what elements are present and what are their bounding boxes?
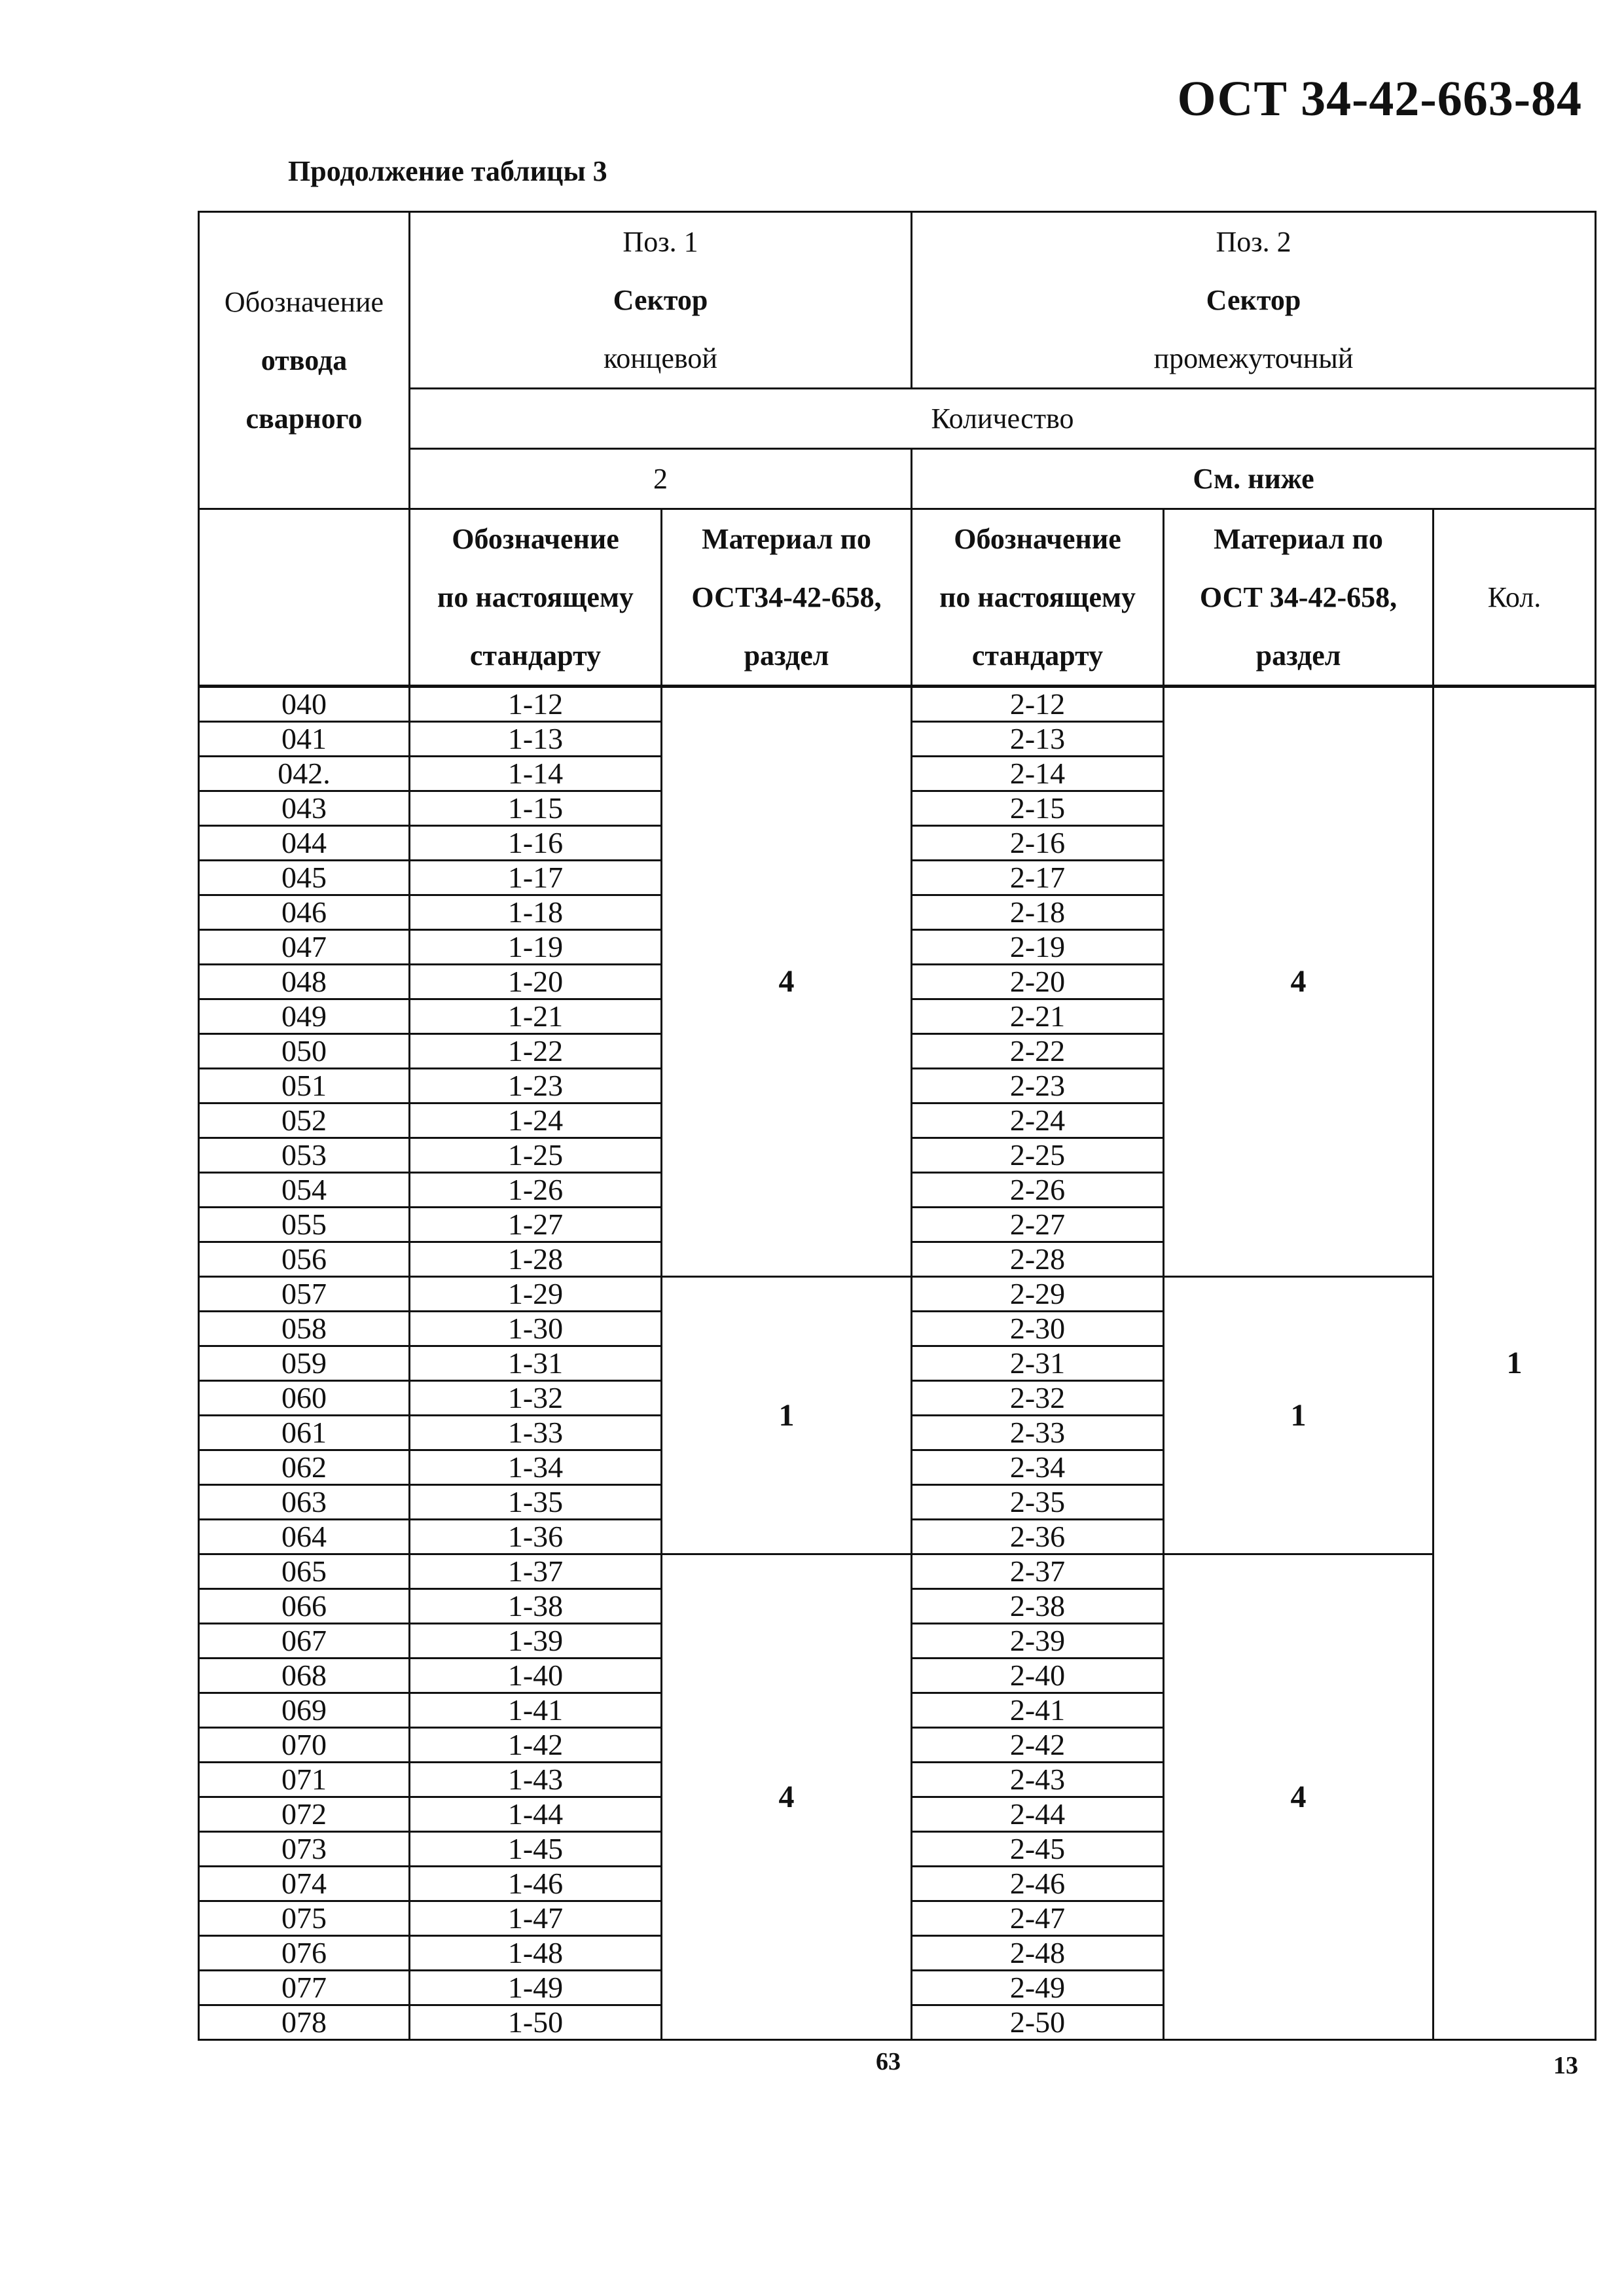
pos1-material-cell: 4 bbox=[662, 1554, 912, 2040]
bend-designation-cell: 068 bbox=[199, 1659, 410, 1693]
pos2-designation-cell: 2-27 bbox=[912, 1208, 1164, 1242]
bend-designation-cell: 060 bbox=[199, 1381, 410, 1416]
pos2-designation-cell: 2-30 bbox=[912, 1312, 1164, 1346]
pos2-designation-cell: 2-36 bbox=[912, 1520, 1164, 1554]
pos1-designation-cell: 1-22 bbox=[410, 1034, 662, 1069]
bend-designation-cell: 070 bbox=[199, 1728, 410, 1763]
header-designation-bend-line-3: сварного bbox=[245, 403, 363, 435]
header-kol: Кол. bbox=[1434, 509, 1596, 687]
page-number-right: 13 bbox=[1553, 2052, 1578, 2079]
header-pos-2-quantity: См. ниже bbox=[912, 449, 1596, 509]
header-designation-bend-line-1: Обозначение bbox=[224, 286, 384, 318]
bend-designation-cell: 044 bbox=[199, 826, 410, 861]
pos1-designation-cell: 1-27 bbox=[410, 1208, 662, 1242]
bend-designation-cell: 045 bbox=[199, 861, 410, 895]
pos2-designation-cell: 2-23 bbox=[912, 1069, 1164, 1103]
bend-designation-cell: 048 bbox=[199, 965, 410, 999]
pos1-designation-cell: 1-37 bbox=[410, 1554, 662, 1589]
header-pos-2 bbox=[912, 212, 1596, 389]
header-quantity: Количество bbox=[410, 389, 1596, 449]
pos2-designation-cell: 2-47 bbox=[912, 1901, 1164, 1936]
bend-designation-cell: 052 bbox=[199, 1103, 410, 1138]
header-designation-1-line-3: стандарту bbox=[469, 639, 602, 672]
bend-designation-cell: 064 bbox=[199, 1520, 410, 1554]
pos2-designation-cell: 2-14 bbox=[912, 757, 1164, 791]
pos1-designation-cell: 1-15 bbox=[410, 791, 662, 826]
header-material-1-line-1: Материал по bbox=[702, 523, 871, 555]
pos2-designation-cell: 2-19 bbox=[912, 930, 1164, 965]
pos2-designation-cell: 2-15 bbox=[912, 791, 1164, 826]
pos2-designation-cell: 2-26 bbox=[912, 1173, 1164, 1208]
pos2-designation-cell: 2-38 bbox=[912, 1589, 1164, 1624]
pos2-designation-cell: 2-29 bbox=[912, 1277, 1164, 1312]
pos1-designation-cell: 1-18 bbox=[410, 895, 662, 930]
header-pos-1-line-3: концевой bbox=[604, 342, 717, 374]
header-pos-1 bbox=[410, 212, 912, 389]
pos1-designation-cell: 1-16 bbox=[410, 826, 662, 861]
bend-designation-cell: 051 bbox=[199, 1069, 410, 1103]
pos2-designation-cell: 2-35 bbox=[912, 1485, 1164, 1520]
header-designation-bend bbox=[199, 212, 410, 509]
pos2-material-cell: 4 bbox=[1164, 1554, 1434, 2040]
pos2-designation-cell: 2-33 bbox=[912, 1416, 1164, 1450]
table-row bbox=[199, 1277, 1596, 1312]
pos2-designation-cell: 2-17 bbox=[912, 861, 1164, 895]
pos1-designation-cell: 1-43 bbox=[410, 1763, 662, 1797]
bend-designation-cell: 059 bbox=[199, 1346, 410, 1381]
pos2-designation-cell: 2-39 bbox=[912, 1624, 1164, 1659]
bend-designation-cell: 055 bbox=[199, 1208, 410, 1242]
header-material-1 bbox=[662, 509, 912, 687]
header-material-2-line-1: Материал по bbox=[1214, 523, 1383, 555]
bend-designation-cell: 076 bbox=[199, 1936, 410, 1971]
pos2-designation-cell: 2-41 bbox=[912, 1693, 1164, 1728]
pos2-designation-cell: 2-46 bbox=[912, 1867, 1164, 1901]
header-designation-2 bbox=[912, 509, 1164, 687]
bend-designation-cell: 072 bbox=[199, 1797, 410, 1832]
pos2-designation-cell: 2-25 bbox=[912, 1138, 1164, 1173]
bend-designation-cell: 042. bbox=[199, 757, 410, 791]
pos1-material-cell: 4 bbox=[662, 687, 912, 1277]
pos2-designation-cell: 2-13 bbox=[912, 722, 1164, 757]
pos1-designation-cell: 1-12 bbox=[410, 687, 662, 722]
pos1-designation-cell: 1-30 bbox=[410, 1312, 662, 1346]
pos1-designation-cell: 1-20 bbox=[410, 965, 662, 999]
pos1-designation-cell: 1-38 bbox=[410, 1589, 662, 1624]
header-material-2-line-2: ОСТ 34-42-658, bbox=[1199, 581, 1398, 613]
bend-designation-cell: 058 bbox=[199, 1312, 410, 1346]
pos1-designation-cell: 1-50 bbox=[410, 2005, 662, 2040]
bend-designation-cell: 075 bbox=[199, 1901, 410, 1936]
pos2-designation-cell: 2-34 bbox=[912, 1450, 1164, 1485]
header-designation-1-line-2: по настоящему bbox=[437, 581, 634, 613]
pos2-designation-cell: 2-24 bbox=[912, 1103, 1164, 1138]
pos2-designation-cell: 2-22 bbox=[912, 1034, 1164, 1069]
pos1-designation-cell: 1-32 bbox=[410, 1381, 662, 1416]
bend-designation-cell: 057 bbox=[199, 1277, 410, 1312]
pos1-designation-cell: 1-33 bbox=[410, 1416, 662, 1450]
header-designation-2-line-3: стандарту bbox=[971, 639, 1104, 672]
pos2-designation-cell: 2-44 bbox=[912, 1797, 1164, 1832]
pos2-material-cell: 4 bbox=[1164, 687, 1434, 1277]
table-row bbox=[199, 687, 1596, 722]
pos1-designation-cell: 1-46 bbox=[410, 1867, 662, 1901]
pos2-designation-cell: 2-50 bbox=[912, 2005, 1164, 2040]
pos2-designation-cell: 2-18 bbox=[912, 895, 1164, 930]
bend-designation-cell: 049 bbox=[199, 999, 410, 1034]
table-row bbox=[199, 1554, 1596, 1589]
specification-table bbox=[198, 211, 1597, 2041]
pos1-designation-cell: 1-44 bbox=[410, 1797, 662, 1832]
pos1-designation-cell: 1-45 bbox=[410, 1832, 662, 1867]
header-pos-1-line-2: Сектор bbox=[613, 284, 708, 316]
pos2-designation-cell: 2-45 bbox=[912, 1832, 1164, 1867]
bend-designation-cell: 063 bbox=[199, 1485, 410, 1520]
header-spacer bbox=[199, 509, 410, 687]
header-designation-2-line-1: Обозначение bbox=[954, 523, 1121, 555]
table-caption: Продолжение таблицы 3 bbox=[288, 155, 607, 187]
pos2-designation-cell: 2-16 bbox=[912, 826, 1164, 861]
pos1-designation-cell: 1-21 bbox=[410, 999, 662, 1034]
pos1-designation-cell: 1-14 bbox=[410, 757, 662, 791]
bend-designation-cell: 041 bbox=[199, 722, 410, 757]
pos2-designation-cell: 2-37 bbox=[912, 1554, 1164, 1589]
bend-designation-cell: 043 bbox=[199, 791, 410, 826]
pos1-designation-cell: 1-29 bbox=[410, 1277, 662, 1312]
bend-designation-cell: 061 bbox=[199, 1416, 410, 1450]
pos2-designation-cell: 2-49 bbox=[912, 1971, 1164, 2005]
pos1-designation-cell: 1-49 bbox=[410, 1971, 662, 2005]
pos2-designation-cell: 2-31 bbox=[912, 1346, 1164, 1381]
bend-designation-cell: 069 bbox=[199, 1693, 410, 1728]
pos2-material-cell: 1 bbox=[1164, 1277, 1434, 1554]
pos2-designation-cell: 2-21 bbox=[912, 999, 1164, 1034]
bend-designation-cell: 074 bbox=[199, 1867, 410, 1901]
pos2-designation-cell: 2-32 bbox=[912, 1381, 1164, 1416]
header-pos-1-line-1: Поз. 1 bbox=[623, 226, 698, 258]
bend-designation-cell: 066 bbox=[199, 1589, 410, 1624]
bend-designation-cell: 078 bbox=[199, 2005, 410, 2040]
bend-designation-cell: 056 bbox=[199, 1242, 410, 1277]
pos1-designation-cell: 1-39 bbox=[410, 1624, 662, 1659]
pos1-designation-cell: 1-31 bbox=[410, 1346, 662, 1381]
bend-designation-cell: 040 bbox=[199, 687, 410, 722]
bend-designation-cell: 073 bbox=[199, 1832, 410, 1867]
pos2-designation-cell: 2-12 bbox=[912, 687, 1164, 722]
header-pos-2-line-2: Сектор bbox=[1206, 284, 1301, 316]
kol-cell: 1 bbox=[1434, 687, 1596, 2040]
bend-designation-cell: 046 bbox=[199, 895, 410, 930]
pos1-designation-cell: 1-24 bbox=[410, 1103, 662, 1138]
header-pos-2-line-3: промежуточный bbox=[1153, 342, 1354, 374]
bend-designation-cell: 047 bbox=[199, 930, 410, 965]
bend-designation-cell: 067 bbox=[199, 1624, 410, 1659]
header-pos-2-line-1: Поз. 2 bbox=[1216, 226, 1291, 258]
header-designation-2-line-2: по настоящему bbox=[939, 581, 1136, 613]
header-material-1-line-3: раздел bbox=[744, 639, 829, 672]
pos2-designation-cell: 2-28 bbox=[912, 1242, 1164, 1277]
bend-designation-cell: 077 bbox=[199, 1971, 410, 2005]
bend-designation-cell: 062 bbox=[199, 1450, 410, 1485]
pos1-designation-cell: 1-19 bbox=[410, 930, 662, 965]
header-pos-1-quantity: 2 bbox=[410, 449, 912, 509]
pos2-designation-cell: 2-43 bbox=[912, 1763, 1164, 1797]
pos1-designation-cell: 1-36 bbox=[410, 1520, 662, 1554]
table-body bbox=[199, 687, 1596, 2040]
pos2-designation-cell: 2-40 bbox=[912, 1659, 1164, 1693]
pos1-designation-cell: 1-48 bbox=[410, 1936, 662, 1971]
bend-designation-cell: 050 bbox=[199, 1034, 410, 1069]
pos1-designation-cell: 1-41 bbox=[410, 1693, 662, 1728]
pos1-designation-cell: 1-47 bbox=[410, 1901, 662, 1936]
header-material-2 bbox=[1164, 509, 1434, 687]
pos1-designation-cell: 1-42 bbox=[410, 1728, 662, 1763]
header-designation-1 bbox=[410, 509, 662, 687]
page-number-center: 63 bbox=[876, 2048, 901, 2075]
pos1-designation-cell: 1-34 bbox=[410, 1450, 662, 1485]
pos2-designation-cell: 2-20 bbox=[912, 965, 1164, 999]
pos1-designation-cell: 1-28 bbox=[410, 1242, 662, 1277]
pos2-designation-cell: 2-48 bbox=[912, 1936, 1164, 1971]
pos1-material-cell: 1 bbox=[662, 1277, 912, 1554]
pos1-designation-cell: 1-40 bbox=[410, 1659, 662, 1693]
pos1-designation-cell: 1-26 bbox=[410, 1173, 662, 1208]
bend-designation-cell: 053 bbox=[199, 1138, 410, 1173]
header-material-2-line-3: раздел bbox=[1255, 639, 1341, 672]
header-designation-bend-line-2: отвода bbox=[261, 344, 348, 376]
bend-designation-cell: 071 bbox=[199, 1763, 410, 1797]
header-designation-1-line-1: Обозначение bbox=[452, 523, 619, 555]
pos1-designation-cell: 1-17 bbox=[410, 861, 662, 895]
pos1-designation-cell: 1-23 bbox=[410, 1069, 662, 1103]
pos2-designation-cell: 2-42 bbox=[912, 1728, 1164, 1763]
bend-designation-cell: 054 bbox=[199, 1173, 410, 1208]
bend-designation-cell: 065 bbox=[199, 1554, 410, 1589]
pos1-designation-cell: 1-13 bbox=[410, 722, 662, 757]
document-code: ОСТ 34-42-663-84 bbox=[1177, 71, 1582, 126]
pos1-designation-cell: 1-25 bbox=[410, 1138, 662, 1173]
header-material-1-line-2: ОСТ34-42-658, bbox=[691, 581, 882, 613]
pos1-designation-cell: 1-35 bbox=[410, 1485, 662, 1520]
